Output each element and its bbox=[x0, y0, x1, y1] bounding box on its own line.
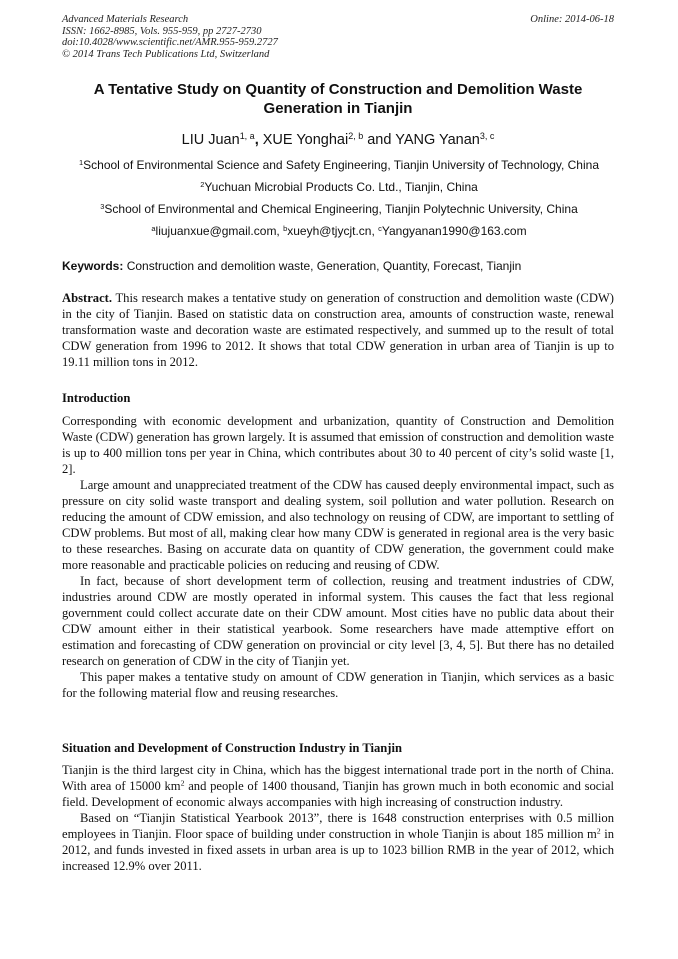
superscript: 2 bbox=[596, 826, 601, 836]
affiliation-text: School of Environmental and Chemical Engineering, Tianjin Polytechnic University, China bbox=[104, 202, 578, 216]
affiliation-2 bbox=[50, 180, 628, 194]
affiliation-text: School of Environmental Science and Safety Engineering, Tianjin University of Technology, China bbox=[83, 158, 599, 172]
author-name: YANG Yanan bbox=[395, 132, 480, 148]
email-line bbox=[50, 224, 628, 238]
paragraph: In fact, because of short development term of collection, reusing and treatment industries of CDW, industries around CDW are mostly operated in informal system. This causes the fact that less regional government could collect accurate date on their CDW amount. Most cities have no public data about their CDW amount either in their statistical yearbook. Some researchers have made attemptive effort on estimation and forecasting of CDW generation on provincial or city level [3, 4, 5]. But there has no detailed research on generation of CDW in the city of Tianjin yet. bbox=[62, 574, 614, 668]
superscript: 2 bbox=[180, 778, 185, 788]
author-name: LIU Juan bbox=[181, 132, 240, 148]
journal-name: Advanced Materials Research bbox=[62, 14, 189, 25]
author-separator: , bbox=[254, 132, 263, 148]
affiliation-1 bbox=[50, 158, 628, 172]
keywords bbox=[62, 259, 614, 273]
author-sup: 3, c bbox=[479, 131, 495, 142]
author-sup: 2, b bbox=[348, 131, 364, 142]
abstract bbox=[62, 290, 614, 370]
email-text: Yangyanan1990@163.com bbox=[381, 224, 527, 238]
affiliation-sup: 3 bbox=[100, 201, 105, 211]
affiliation-sup: 1 bbox=[79, 157, 84, 167]
paragraph-text: Tianjin is the third largest city in China, which has the biggest international trade port in the north of China. With area of 15000 km bbox=[62, 763, 614, 793]
online-date: Online: 2014-06-18 bbox=[530, 14, 614, 25]
abstract-text: This research makes a tentative study on generation of construction and demolition waste (CDW) in the city of Tianjin. Based on statistic data on construction area, amounts of construction waste, renewal transformation waste and decoration waste are estimated respectively, and summed up to the result of total CDW generation from 1996 to 2012. It shows that total CDW generation in urban area of Tianjin is up to 19.11 million tons in 2012. bbox=[62, 291, 614, 369]
email-sup: a bbox=[151, 223, 156, 233]
introduction-body bbox=[62, 413, 614, 701]
issn-line: ISSN: 1662-8985, Vols. 955-959, pp 2727-2730 bbox=[62, 25, 262, 37]
affiliation-3 bbox=[50, 202, 628, 216]
doi-line: doi:10.4028/www.scientific.net/AMR.955-959.2727 bbox=[62, 37, 278, 48]
email-sup: c bbox=[378, 223, 382, 233]
author-line bbox=[62, 131, 614, 149]
copyright-line: © 2014 Trans Tech Publications Ltd, Switzerland bbox=[62, 48, 270, 60]
author-separator: and bbox=[363, 132, 396, 148]
keywords-label: Keywords: bbox=[62, 259, 124, 273]
paragraph-text: Based on “Tianjin Statistical Yearbook 2013”, there is 1648 construction enterprises with 0.5 million employees in Tianjin. Floor space of building under construction in whole Tianjin is about 185 million m bbox=[62, 811, 614, 841]
author-name: XUE Yonghai bbox=[262, 132, 349, 148]
paper-title: A Tentative Study on Quantity of Construction and Demolition Waste Generation in Tianjin bbox=[93, 81, 583, 117]
paragraph-text: and people of 1400 thousand, Tianjin has grown much in both economic and social field. Development of economic always accompanies with high increasing of construction industry. bbox=[62, 779, 614, 809]
paragraph: Large amount and unappreciated treatment of the CDW has caused deeply environmental impact, such as pressure on city solid waste transport and dealing system, soil pollution and water pollution. Research on reducing the amount of CDW emission, and also technology on reusing of CDW, are important to settling of CDW problems. But most of all, making clear how many CDW is generated in regional area is the very basic to these researches. Basing on accurate data on quantity of CDW generation, the government could make more reasonable and practicable policies on reducing and reusing of CDW. bbox=[62, 478, 614, 572]
affiliation-sup: 2 bbox=[200, 179, 205, 189]
section-heading-introduction: Introduction bbox=[62, 391, 131, 405]
author-sup: 1, a bbox=[239, 131, 255, 142]
email-sup: b bbox=[283, 223, 288, 233]
email-text: liujuanxue@gmail.com, bbox=[155, 224, 284, 238]
paragraph: Corresponding with economic development and urbanization, quantity of Construction and Demolition Waste (CDW) generation has grown largely. It is assumed that emission of construction and demolition waste is up to 400 million tons per year in China, which contributes about 30 to 40 percent of city’s solid waste [1, 2]. bbox=[62, 414, 614, 476]
keywords-text: Construction and demolition waste, Generation, Quantity, Forecast, Tianjin bbox=[123, 259, 522, 273]
section-heading-situation: Situation and Development of Construction Industry in Tianjin bbox=[62, 741, 402, 755]
situation-body bbox=[62, 762, 614, 874]
paragraph: This paper makes a tentative study on amount of CDW generation in Tianjin, which services as a basic for the following material flow and reusing researches. bbox=[62, 670, 614, 700]
abstract-label: Abstract. bbox=[62, 291, 113, 305]
paragraph bbox=[62, 810, 614, 874]
paragraph bbox=[62, 762, 614, 810]
paragraph-text: in 2012, and funds invested in fixed assets in urban area is up to 1023 billion RMB in the year of 2012, which increased 12.9% over 2011. bbox=[62, 827, 614, 873]
journal-header bbox=[62, 14, 278, 60]
affiliation-text: Yuchuan Microbial Products Co. Ltd., Tianjin, China bbox=[204, 180, 478, 194]
email-text: xueyh@tjycjt.cn, bbox=[287, 224, 379, 238]
